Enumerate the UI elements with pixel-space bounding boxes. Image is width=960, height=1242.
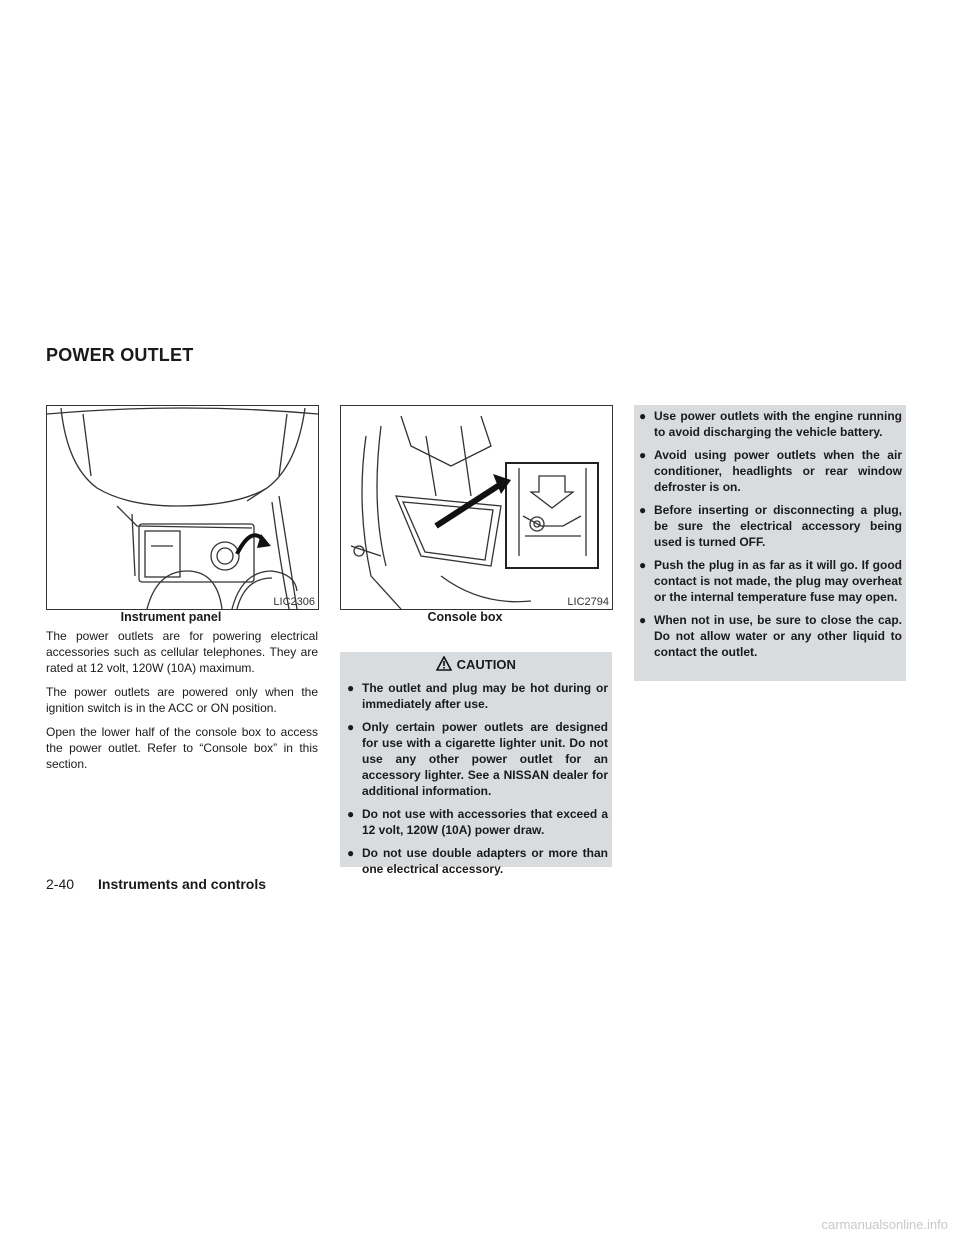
bullet-icon: ● bbox=[639, 503, 647, 517]
caution-item: ● Do not use with accessories that exceed a 12 volt, 120W (10A) power draw. bbox=[347, 807, 608, 837]
figure-caption-console-box: Console box bbox=[427, 610, 503, 624]
right-bullet-list bbox=[638, 408, 902, 667]
right-bullet-item: ● Before inserting or disconnecting a plug, be sure the electrical accessory being used is turned OFF. bbox=[639, 503, 902, 549]
instrument-panel-illustration bbox=[47, 406, 318, 609]
right-bullet-item: ● Avoid using power outlets when the air conditioner, headlights or rear window defroster is on. bbox=[639, 448, 902, 494]
bullet-icon: ● bbox=[347, 681, 355, 695]
caution-item: ● The outlet and plug may be hot during or immediately after use. bbox=[347, 681, 608, 711]
warning-triangle-icon bbox=[436, 656, 452, 671]
section-title: POWER OUTLET bbox=[46, 345, 194, 365]
body-paragraph: The power outlets are powered only when the ignition switch is in the ACC or ON position. bbox=[46, 685, 318, 715]
caution-header bbox=[340, 656, 612, 674]
figure-instrument-panel bbox=[46, 405, 319, 610]
figure-code: LIC2306 bbox=[273, 596, 315, 608]
bullet-icon: ● bbox=[347, 720, 355, 734]
body-paragraph: Open the lower half of the console box to access the power outlet. Refer to “Console box” in this section. bbox=[46, 725, 318, 771]
body-paragraph: The power outlets are for powering electrical accessories such as cellular telephones. They are rated at 12 volt, 120W (10A) maximum. bbox=[46, 629, 318, 675]
bullet-icon: ● bbox=[347, 807, 355, 821]
bullet-icon: ● bbox=[639, 448, 647, 462]
caution-title: CAUTION bbox=[456, 657, 516, 672]
caution-item: ● Only certain power outlets are designed for use with a cigarette lighter unit. Do not use any other power outlet for an accessory lighter. See a NISSAN dealer for additional information. bbox=[347, 720, 608, 798]
bullet-icon: ● bbox=[347, 846, 355, 860]
right-bullet-item: ● When not in use, be sure to close the cap. Do not allow water or any other liquid to contact the outlet. bbox=[639, 613, 902, 659]
right-bullet-item: ● Use power outlets with the engine running to avoid discharging the vehicle battery. bbox=[639, 409, 902, 439]
bullet-icon: ● bbox=[639, 558, 647, 572]
bullet-icon: ● bbox=[639, 613, 647, 627]
page-number: 2-40 bbox=[46, 876, 75, 892]
caution-item: ● Do not use double adapters or more than one electrical accessory. bbox=[347, 846, 608, 876]
figure-console-box bbox=[340, 405, 613, 610]
figure-caption-instrument-panel: Instrument panel bbox=[120, 610, 222, 624]
watermark: carmanualsonline.info bbox=[821, 1217, 948, 1232]
caution-list bbox=[346, 680, 608, 884]
bullet-icon: ● bbox=[639, 409, 647, 423]
right-bullet-item: ● Push the plug in as far as it will go. If good contact is not made, the plug may overheat or the internal temperature fuse may open. bbox=[639, 558, 902, 604]
chapter-title: Instruments and controls bbox=[98, 876, 267, 892]
console-box-illustration bbox=[341, 406, 612, 609]
figure-code: LIC2794 bbox=[567, 596, 609, 608]
